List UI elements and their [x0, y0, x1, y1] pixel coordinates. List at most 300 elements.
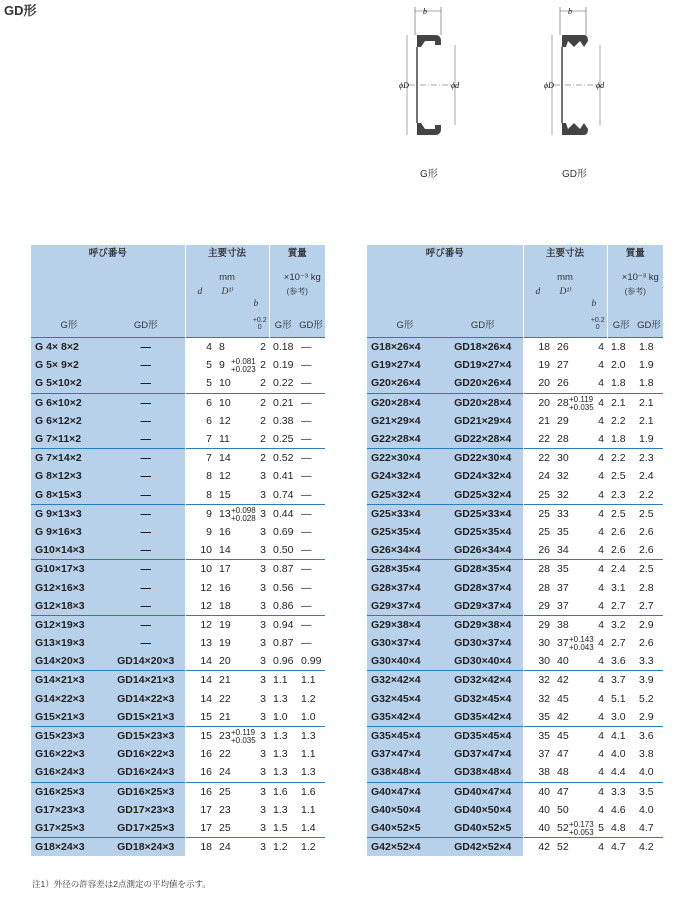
D-cell: 13 +0.098 +0.028 [215, 504, 251, 523]
d-cell: 29 [538, 599, 550, 612]
b-cell: 4 [598, 655, 604, 668]
mass-gd-cell: — [301, 637, 312, 650]
table-row [367, 652, 663, 671]
mass-g-cell: 2.7 [611, 599, 626, 612]
table-row [367, 671, 663, 690]
mass-gd-cell: 2.9 [639, 710, 654, 723]
right-header [367, 245, 663, 338]
model-g-cell: G20×28×4 [367, 393, 443, 412]
b-cell: 3 [260, 692, 266, 705]
mass-g-cell: 2.6 [611, 544, 626, 557]
b-cell: 4 [589, 615, 607, 634]
tol-upper: +0.143 [569, 635, 594, 644]
table-row [367, 504, 663, 523]
model-g-cell: G14×22×3 [31, 690, 107, 708]
tol-lower: +0.035 [231, 735, 256, 745]
b-cell: 4 [589, 838, 607, 857]
mass-g-cell: 2.3 [611, 488, 626, 501]
model-g-cell: G 8×12×3 [31, 467, 107, 485]
table-row [367, 763, 663, 782]
b-cell: 2 [260, 359, 266, 372]
hdr-yobi: 呼び番号 [31, 245, 185, 267]
d-cell: 14 [200, 655, 212, 668]
b-cell: 2 [251, 338, 269, 357]
D-cell: 10 [215, 393, 251, 412]
D-cell: 37 +0.143 +0.043 [557, 635, 594, 652]
model-gd-cell: — [107, 356, 185, 374]
model-g-cell: G24×32×4 [367, 467, 443, 485]
D-cell: 17 [215, 560, 251, 579]
gd-seal-diagram [540, 5, 620, 170]
table-row [31, 467, 325, 485]
hdr-col-gd: GD形 [107, 317, 185, 338]
d-cell: 10 [185, 560, 215, 579]
model-g-cell: G28×37×4 [367, 578, 443, 596]
d-cell: 18 [523, 338, 553, 357]
model-g-cell: G32×42×4 [367, 671, 443, 690]
mass-gd-cell: 1.3 [297, 726, 325, 745]
d-cell: 17 [200, 821, 212, 834]
model-g-cell: G15×23×3 [31, 726, 107, 745]
mass-gd-cell: 1.8 [635, 338, 663, 357]
mass-gd-cell: 2.4 [639, 470, 654, 483]
model-g-cell: G25×33×4 [367, 504, 443, 523]
d-cell: 40 [538, 803, 550, 816]
hdr-col-gd-r: GD形 [443, 317, 523, 338]
d-cell: 7 [206, 433, 212, 446]
mass-gd-cell: 1.9 [639, 433, 654, 446]
b-cell: 4 [589, 338, 607, 357]
table-row [31, 430, 325, 449]
b-cell: 4 [598, 414, 604, 427]
hdr-shitsuryou-r: 質量 [607, 245, 663, 267]
model-g-cell: G 5×10×2 [31, 374, 107, 393]
hdr-shitsuryou: 質量 [269, 245, 325, 267]
model-g-cell: G 7×14×2 [31, 449, 107, 468]
b-cell: 4 [598, 470, 604, 483]
D-cell: 21 [219, 710, 231, 723]
D-tolerance [231, 358, 256, 374]
model-gd-cell: GD32×42×4 [443, 671, 523, 690]
model-g-cell: G38×48×4 [367, 763, 443, 782]
d-cell: 40 [523, 782, 553, 801]
model-g-cell: G18×24×3 [31, 838, 107, 857]
D-cell: 22 [219, 692, 231, 705]
b-cell: 3 [260, 470, 266, 483]
model-g-cell: G25×32×4 [367, 486, 443, 505]
mass-g-cell: 1.5 [273, 821, 288, 834]
d-cell: 22 [538, 433, 550, 446]
model-g-cell: G40×50×4 [367, 801, 443, 819]
b-cell: 3 [260, 488, 266, 501]
model-gd-cell: — [107, 467, 185, 485]
mass-gd-cell: 4.2 [635, 838, 663, 857]
mass-gd-cell: 2.1 [639, 414, 654, 427]
table-row [31, 523, 325, 541]
table-row [31, 763, 325, 782]
table-row [367, 412, 663, 430]
model-g-cell: G 9×13×3 [31, 504, 107, 523]
b-cell: 2 [251, 393, 269, 412]
b-cell: 4 [598, 488, 604, 501]
mass-g-cell: 3.6 [611, 655, 626, 668]
model-gd-cell: — [107, 504, 185, 523]
D-cell: 28 +0.119 +0.035 [553, 393, 589, 412]
model-gd-cell: GD20×26×4 [443, 374, 523, 393]
model-g-cell: G20×26×4 [367, 374, 443, 393]
mass-gd-cell: — [297, 338, 325, 357]
table-row [31, 541, 325, 560]
d-cell: 7 [185, 449, 215, 468]
tol-lower: +0.035 [569, 402, 594, 412]
mass-g-cell: 3.0 [611, 710, 626, 723]
table-row [367, 801, 663, 819]
model-gd-cell: GD22×28×4 [443, 430, 523, 449]
d-cell: 12 [200, 581, 212, 594]
d-cell: 20 [523, 393, 553, 412]
model-g-cell: G18×26×4 [367, 338, 443, 357]
model-gd-cell: GD14×22×3 [107, 690, 185, 708]
mass-gd-cell: 2.1 [635, 393, 663, 412]
d-cell: 37 [538, 748, 550, 761]
d-cell: 14 [200, 692, 212, 705]
d-cell: 16 [185, 782, 215, 801]
table-row [367, 374, 663, 393]
model-gd-cell: GD16×24×3 [107, 763, 185, 782]
b-cell: 3 [260, 655, 266, 668]
mass-g-cell: 3.3 [607, 782, 635, 801]
D-cell: 24 [219, 766, 231, 779]
b-cell: 4 [598, 433, 604, 446]
D-cell: 20 [219, 655, 231, 668]
mass-gd-cell: — [297, 393, 325, 412]
model-g-cell: G 7×11×2 [31, 430, 107, 449]
b-cell: 4 [598, 710, 604, 723]
table-row [31, 690, 325, 708]
mass-gd-cell: — [301, 377, 312, 390]
table-row [31, 801, 325, 819]
d-cell: 21 [538, 414, 550, 427]
hdr-mass-unit-r: ×10⁻³ kg [621, 272, 659, 283]
mass-gd-cell: 5.2 [639, 692, 654, 705]
b-cell: 3 [251, 560, 269, 579]
d-cell: 26 [538, 544, 550, 557]
model-gd-cell: GD16×22×3 [107, 745, 185, 763]
mass-g-cell: 2.5 [611, 470, 626, 483]
table-row [367, 615, 663, 634]
table-row [367, 690, 663, 708]
mass-g-cell: 2.5 [607, 504, 635, 523]
mass-gd-cell: 2.3 [635, 449, 663, 468]
table-row [367, 356, 663, 374]
model-g-cell: G35×42×4 [367, 708, 443, 727]
D-tolerance [231, 507, 256, 523]
model-g-cell: G17×23×3 [31, 801, 107, 819]
d-cell: 24 [538, 470, 550, 483]
tol-lower: +0.023 [231, 365, 256, 375]
model-gd-cell: GD28×35×4 [443, 560, 523, 579]
mass-gd-cell: 3.5 [635, 782, 663, 801]
table-row [367, 393, 663, 412]
d-cell: 9 [185, 504, 215, 523]
table-row [367, 838, 663, 857]
d-cell: 29 [523, 615, 553, 634]
b-cell: 3 [251, 504, 269, 523]
model-gd-cell: GD15×23×3 [107, 726, 185, 745]
D-cell: 33 [553, 504, 589, 523]
mass-gd-cell: 1.2 [301, 692, 316, 705]
hdr-b: b [253, 299, 259, 309]
mass-g-cell: 3.2 [607, 615, 635, 634]
hdr-col-g-r: G形 [367, 317, 443, 338]
D-cell: 23 +0.119 +0.035 [215, 726, 251, 745]
d-cell: 25 [538, 525, 550, 538]
mass-gd-cell: 1.3 [301, 766, 316, 779]
d-cell: 25 [538, 488, 550, 501]
model-g-cell: G42×52×4 [367, 838, 443, 857]
D-cell: 23 [219, 803, 231, 816]
model-gd-cell: — [107, 430, 185, 449]
D-cell: 11 [219, 433, 230, 446]
D-cell: 8 [215, 338, 251, 357]
model-gd-cell: GD18×24×3 [107, 838, 185, 857]
table-row [31, 449, 325, 468]
model-g-cell: G32×45×4 [367, 690, 443, 708]
hdr-mass-gd-r: GD形 [635, 317, 663, 338]
table-row [31, 412, 325, 430]
table-row [31, 374, 325, 393]
table-row [367, 597, 663, 616]
model-g-cell: G30×37×4 [367, 634, 443, 652]
page-title: GD形 [4, 3, 37, 18]
D-cell: 10 [219, 377, 231, 390]
D-cell: 42 [557, 710, 569, 723]
mass-g-cell: 4.6 [611, 803, 626, 816]
mass-gd-cell: — [301, 544, 312, 557]
model-g-cell: G35×45×4 [367, 726, 443, 745]
d-cell: 38 [538, 766, 550, 779]
model-gd-cell: GD20×28×4 [443, 393, 523, 412]
model-gd-cell: GD18×26×4 [443, 338, 523, 357]
tol-lower: +0.053 [569, 827, 594, 837]
hdr-mass-gd: GD形 [297, 317, 325, 338]
D-cell: 14 [215, 449, 251, 468]
D-cell: 29 [557, 414, 569, 427]
model-gd-cell: GD25×33×4 [443, 504, 523, 523]
table-row [367, 449, 663, 468]
tol-upper: +0.119 [569, 394, 594, 404]
mass-g-cell: 0.96 [273, 655, 294, 668]
mass-gd-cell: 3.9 [635, 671, 663, 690]
d-cell: 28 [523, 560, 553, 579]
b-cell: 2 [260, 433, 266, 446]
mass-g-cell: 0.52 [269, 449, 297, 468]
hdr-d-r: d [535, 287, 541, 297]
model-gd-cell: GD21×29×4 [443, 412, 523, 430]
b-cell: 3 [251, 838, 269, 857]
table-row [31, 486, 325, 505]
table-row [367, 560, 663, 579]
d-cell: 8 [206, 488, 212, 501]
table-row [367, 745, 663, 763]
mass-gd-cell: 3.6 [635, 726, 663, 745]
model-g-cell: G37×47×4 [367, 745, 443, 763]
svg-text:ϕD: ϕD [544, 81, 554, 90]
D-cell: 24 [215, 838, 251, 857]
model-gd-cell: — [107, 523, 185, 541]
mass-g-cell: 1.3 [269, 726, 297, 745]
b-cell: 4 [598, 637, 604, 650]
model-g-cell: G15×21×3 [31, 708, 107, 727]
D-cell: 45 [557, 692, 569, 705]
D-cell: 14 [219, 544, 231, 557]
model-gd-cell: — [107, 449, 185, 468]
model-gd-cell: GD40×50×4 [443, 801, 523, 819]
mass-gd-cell: 1.1 [301, 803, 316, 816]
model-g-cell: G19×27×4 [367, 356, 443, 374]
model-g-cell: G 8×15×3 [31, 486, 107, 505]
b-cell: 3 [260, 544, 266, 557]
D-cell: 16 [219, 525, 231, 538]
model-gd-cell: GD17×23×3 [107, 801, 185, 819]
d-cell: 18 [185, 838, 215, 857]
table-row [367, 819, 663, 838]
model-g-cell: G30×40×4 [367, 652, 443, 671]
hdr-sankou-r: (参考) [624, 287, 646, 296]
b-cell: 4 [598, 525, 604, 538]
table-row [31, 560, 325, 579]
mass-g-cell: 0.22 [273, 377, 294, 390]
b-cell: 4 [598, 544, 604, 557]
mass-g-cell: 2.7 [611, 637, 626, 650]
D-tolerance [569, 396, 594, 412]
tol-upper: +0.081 [231, 357, 256, 367]
table-row [31, 819, 325, 838]
d-cell: 16 [200, 748, 212, 761]
mass-g-cell: 0.87 [269, 560, 297, 579]
b-cell: 3 [260, 821, 266, 834]
hdr-D-r: D¹⁾ [559, 287, 572, 297]
mass-gd-cell: — [301, 359, 312, 372]
b-cell: 2 [260, 414, 266, 427]
d-cell: 30 [538, 637, 550, 650]
mass-gd-cell: 3.3 [639, 655, 654, 668]
D-cell: 30 [553, 449, 589, 468]
b-cell: 3 [251, 726, 269, 745]
mass-gd-cell: 0.99 [301, 655, 322, 668]
mass-g-cell: 0.74 [273, 488, 294, 501]
b-cell: 4 [598, 748, 604, 761]
mass-gd-cell: — [301, 525, 312, 538]
mass-gd-cell: 2.8 [639, 581, 654, 594]
mass-gd-cell: — [301, 581, 312, 594]
D-cell: 15 [219, 488, 231, 501]
model-g-cell: G 4× 8×2 [31, 338, 107, 357]
mass-gd-cell: 2.2 [639, 488, 654, 501]
mass-g-cell: 1.0 [273, 710, 288, 723]
hdr-b-lower: 0 [257, 324, 262, 331]
D-cell: 42 [553, 671, 589, 690]
mass-gd-cell: 4.7 [639, 821, 654, 834]
hdr-b-r: b [591, 299, 597, 309]
mass-g-cell: 0.44 [269, 504, 297, 523]
model-g-cell: G 5× 9×2 [31, 356, 107, 374]
d-cell: 4 [185, 338, 215, 357]
b-cell: 4 [589, 560, 607, 579]
tol-lower: +0.028 [231, 513, 256, 523]
model-gd-cell: GD30×40×4 [443, 652, 523, 671]
mass-g-cell: 1.3 [273, 803, 288, 816]
b-cell: 4 [598, 581, 604, 594]
model-gd-cell: — [107, 374, 185, 393]
model-g-cell: G10×17×3 [31, 560, 107, 579]
mass-g-cell: 2.2 [611, 414, 626, 427]
b-cell: 3 [260, 766, 266, 779]
D-cell: 47 [553, 782, 589, 801]
mass-gd-cell: 2.7 [639, 599, 654, 612]
d-cell: 28 [538, 581, 550, 594]
model-gd-cell: GD25×32×4 [443, 486, 523, 505]
D-cell: 50 [557, 803, 569, 816]
mass-g-cell: 5.1 [611, 692, 626, 705]
model-gd-cell: GD42×52×4 [443, 838, 523, 857]
hdr-b-upper: +0.2 [252, 317, 267, 324]
mass-g-cell: 4.4 [611, 766, 626, 779]
table-row [31, 615, 325, 634]
D-cell: 21 [215, 671, 251, 690]
mass-g-cell: 0.19 [273, 359, 294, 372]
model-gd-cell: GD28×37×4 [443, 578, 523, 596]
D-cell: 25 [219, 821, 231, 834]
b-cell: 4 [589, 393, 607, 412]
mass-g-cell: 0.50 [273, 544, 294, 557]
mass-g-cell: 0.38 [273, 414, 294, 427]
gd-caption: GD形 [562, 169, 587, 180]
hdr-mass-unit: ×10⁻³ kg [283, 272, 321, 283]
model-gd-cell: — [107, 615, 185, 634]
model-g-cell: G26×34×4 [367, 541, 443, 560]
d-cell: 12 [200, 599, 212, 612]
b-cell: 4 [589, 504, 607, 523]
mass-g-cell: 1.6 [269, 782, 297, 801]
left-header [31, 245, 325, 338]
g-seal-diagram [395, 5, 475, 170]
mass-gd-cell: 2.6 [639, 544, 654, 557]
mass-g-cell: 0.41 [273, 470, 294, 483]
model-gd-cell: GD17×25×3 [107, 819, 185, 838]
d-cell: 10 [200, 544, 212, 557]
d-cell: 13 [200, 637, 212, 650]
mass-g-cell: 3.1 [611, 581, 626, 594]
model-gd-cell: GD29×37×4 [443, 597, 523, 616]
mass-g-cell: 4.7 [607, 838, 635, 857]
model-gd-cell: GD29×38×4 [443, 615, 523, 634]
b-cell: 2 [260, 377, 266, 390]
b-cell: 5 [598, 821, 604, 834]
table-row [31, 393, 325, 412]
d-cell: 15 [200, 710, 212, 723]
D-cell: 48 [557, 766, 569, 779]
mass-gd-cell: — [301, 488, 312, 501]
d-cell: 20 [538, 377, 550, 390]
model-gd-cell: — [107, 578, 185, 596]
D-cell: 37 [557, 599, 569, 612]
table-row [367, 430, 663, 449]
model-gd-cell: GD35×42×4 [443, 708, 523, 727]
table-row [367, 523, 663, 541]
model-g-cell: G16×25×3 [31, 782, 107, 801]
mass-g-cell: 1.2 [269, 838, 297, 857]
